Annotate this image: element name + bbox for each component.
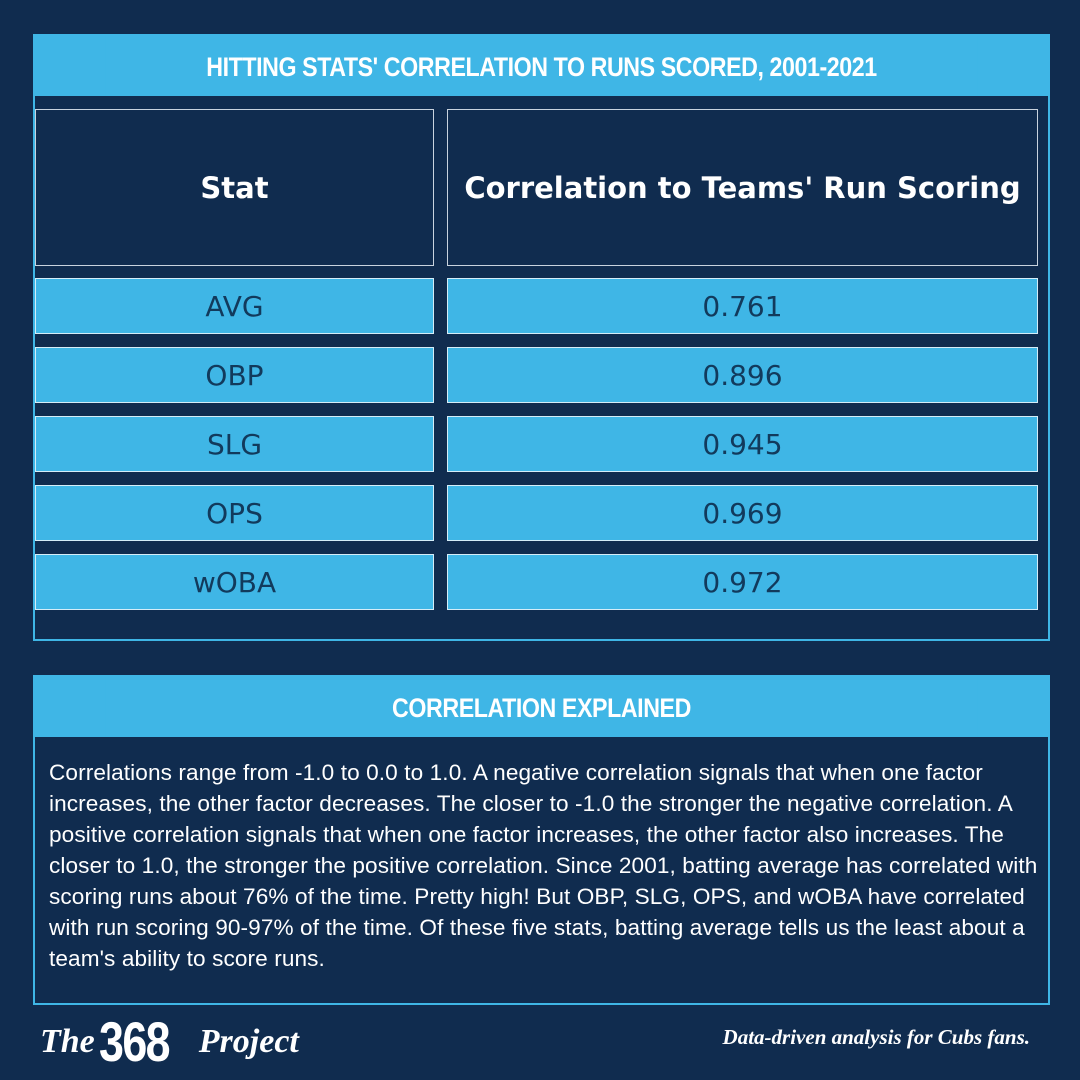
header-stat: Stat [35,109,434,266]
explain-title-banner [35,677,1048,737]
logo-number: 368 [98,1010,169,1073]
correlation-table-panel [33,34,1050,641]
row-value-cell: 0.972 [447,554,1038,610]
explain-title: CORRELATION EXPLAINED [106,677,977,737]
table-title-banner [35,36,1048,96]
explanation-paragraph: Correlations range from -1.0 to 0.0 to 1.0. A negative correlation signals that when one factor increases, the other factor decreases. The closer to -1.0 the stronger the negative correlation. A positive correlation signals that when one factor increases, the other factor also increases. The closer to 1.0, the stronger the positive correlation. Since 2001, batting average has correlated with scoring runs about 76% of the time. Pretty high! But OBP, SLG, OPS, and wOBA have correlated with run scoring 90-97% of the time. Of these five stats, batting average tells us the least about a team's ability to score runs. [49,760,1038,971]
row-value-cell: 0.761 [447,278,1038,334]
row-stat-cell: wOBA [35,554,434,610]
tagline: Data-driven analysis for Cubs fans. [722,1025,1030,1049]
row-value-cell: 0.969 [447,485,1038,541]
table-title: HITTING STATS' CORRELATION TO RUNS SCORED, 2001-2021 [106,36,977,96]
explanation-panel [33,675,1050,1005]
the-368-project-logo [40,1010,299,1073]
header-correlation: Correlation to Teams' Run Scoring [447,109,1038,266]
logo-word-project: Project [198,1023,299,1060]
row-value-cell: 0.896 [447,347,1038,403]
row-stat-cell: OPS [35,485,434,541]
logo-word-the: The [40,1023,95,1060]
row-stat-cell: OBP [35,347,434,403]
row-value-cell: 0.945 [447,416,1038,472]
row-stat-cell: SLG [35,416,434,472]
row-stat-cell: AVG [35,278,434,334]
